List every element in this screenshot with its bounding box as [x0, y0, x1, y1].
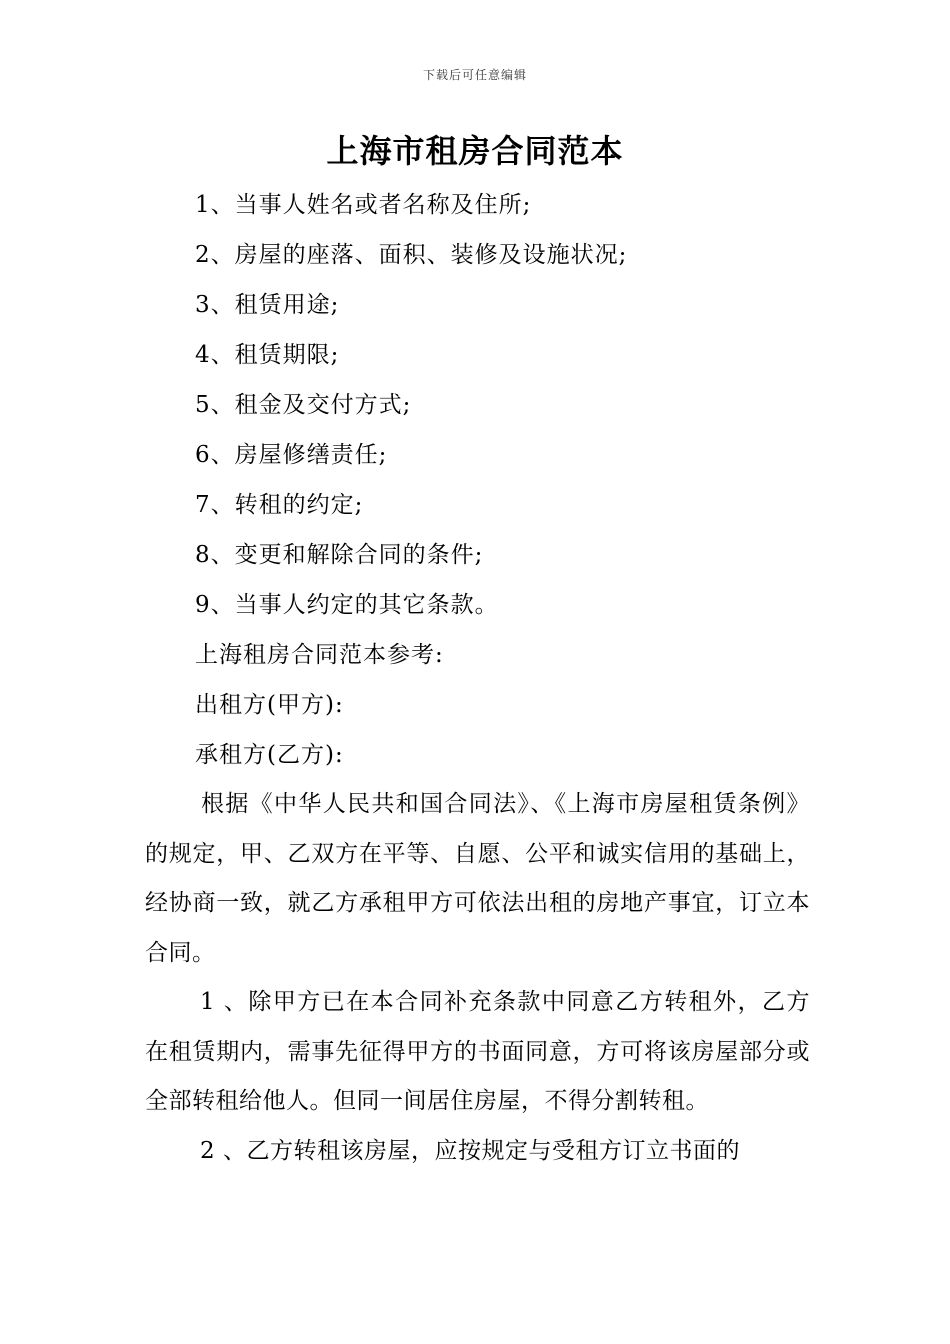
list-item: 1、当事人姓名或者名称及住所;: [195, 192, 532, 218]
reference-heading: 上海租房合同范本参考:: [195, 642, 444, 668]
header-note: 下载后可任意编辑: [422, 68, 527, 82]
list-item: 3、租赁用途;: [195, 292, 340, 318]
lessor-line: 出租方(甲方):: [195, 692, 344, 718]
document-title: 上海市租房合同范本: [326, 132, 624, 170]
list-item: 6、房屋修缮责任;: [195, 442, 388, 468]
list-item: 7、转租的约定;: [195, 492, 364, 518]
clause-1-paragraph: 1 、除甲方已在本合同补充条款中同意乙方转租外，乙方在租赁期内，需事先征得甲方的书面同意，方可将该房屋部分或全部转租给他人。但同一间居住房屋，不得分割转租。: [145, 989, 810, 1114]
contract-items-list: [195, 180, 627, 780]
list-item: 4、租赁期限;: [195, 342, 340, 368]
lessee-line: 承租方(乙方):: [195, 742, 344, 768]
list-item: 9、当事人约定的其它条款。: [195, 592, 499, 618]
list-item: 5、租金及交付方式;: [195, 392, 412, 418]
list-item: 8、变更和解除合同的条件;: [195, 542, 484, 568]
contract-body: [145, 780, 810, 1176]
clause-2-paragraph: 2 、乙方转租该房屋，应按规定与受租方订立书面的: [200, 1137, 740, 1164]
list-item: 2、房屋的座落、面积、装修及设施状况;: [195, 242, 628, 268]
intro-paragraph: 根据《中华人民共和国合同法》、《上海市房屋租赁条例》的规定，甲、乙双方在平等、自愿、公平和诚实信用的基础上，经协商一致，就乙方承租甲方可依法出租的房地产事宜，订立本合同。: [145, 791, 810, 966]
